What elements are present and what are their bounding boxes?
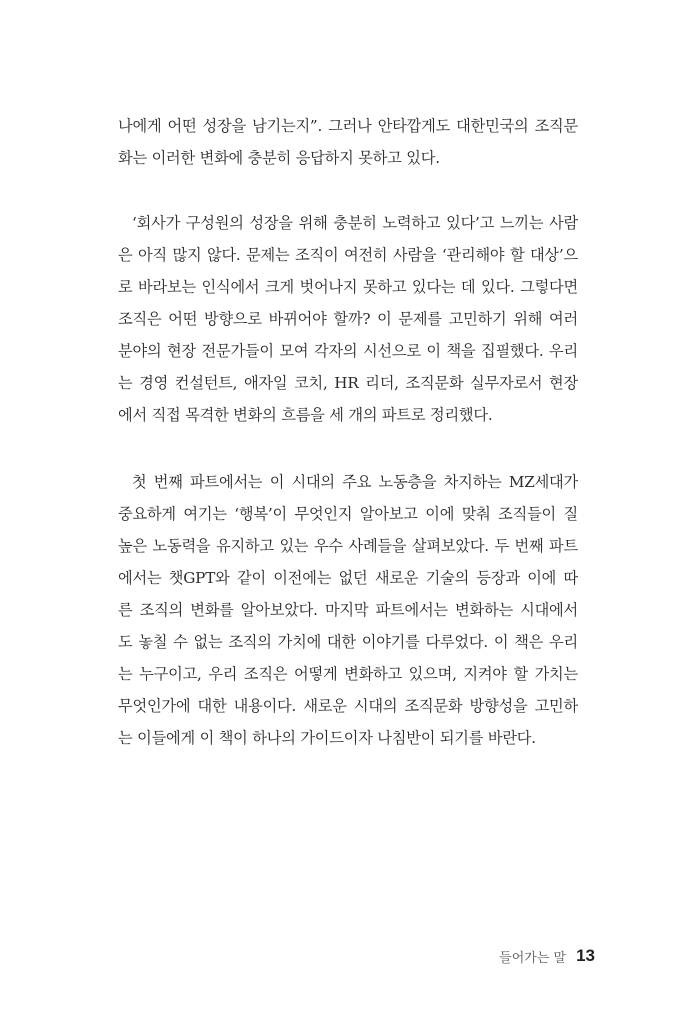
text-line: 분야의 현장 전문가들이 모여 각자의 시선으로 이 책을 집필했다. 우리 (118, 342, 578, 360)
paragraph-3 (118, 466, 578, 754)
text-line: 는 이들에게 이 책이 하나의 가이드이자 나침반이 되기를 바란다. (118, 729, 536, 747)
text-line: 무엇인가에 대한 내용이다. 새로운 시대의 조직문화 방향성을 고민하 (118, 697, 578, 715)
text-line: 는 누구이고, 우리 조직은 어떻게 변화하고 있으며, 지켜야 할 가치는 (118, 665, 578, 683)
text-line: ‘회사가 구성원의 성장을 위해 충분히 노력하고 있다’고 느끼는 사람 (132, 214, 578, 232)
text-line: 에서는 챗GPT와 같이 이전에는 없던 새로운 기술의 등장과 이에 따 (118, 569, 578, 587)
text-line: 은 아직 많지 않다. 문제는 조직이 여전히 사람을 ‘관리해야 할 대상’으 (118, 246, 578, 264)
text-line: 화는 이러한 변화에 충분히 응답하지 못하고 있다. (118, 149, 440, 167)
text-line: 른 조직의 변화를 알아보았다. 마지막 파트에서는 변화하는 시대에서 (118, 601, 578, 619)
page-number: 13 (576, 946, 595, 965)
text-line: 첫 번째 파트에서는 이 시대의 주요 노동층을 차지하는 MZ세대가 (132, 473, 578, 491)
running-section-title: 들어가는 말 (499, 950, 567, 966)
text-line: 높은 노동력을 유지하고 있는 우수 사례들을 살펴보았다. 두 번째 파트 (118, 537, 578, 555)
paragraph-1 (118, 110, 578, 174)
text-line: 는 경영 컨설턴트, 애자일 코치, HR 리더, 조직문화 실무자로서 현장 (118, 374, 578, 392)
text-line: 에서 직접 목격한 변화의 흐름을 세 개의 파트로 정리했다. (118, 406, 493, 424)
paragraph-2 (118, 207, 578, 431)
text-line: 로 바라보는 인식에서 크게 벗어나지 못하고 있다는 데 있다. 그렇다면 (118, 278, 578, 296)
text-line: 도 놓칠 수 없는 조직의 가치에 대한 이야기를 다루었다. 이 책은 우리 (118, 633, 578, 651)
text-line: 중요하게 여기는 ‘행복’이 무엇인지 알아보고 이에 맞춰 조직들이 질 (118, 505, 578, 523)
page-footer (499, 942, 595, 970)
text-line: 나에게 어떤 성장을 남기는지”. 그러나 안타깝게도 대한민국의 조직문 (118, 117, 578, 135)
text-line: 조직은 어떤 방향으로 바뀌어야 할까? 이 문제를 고민하기 위해 여러 (118, 310, 578, 328)
